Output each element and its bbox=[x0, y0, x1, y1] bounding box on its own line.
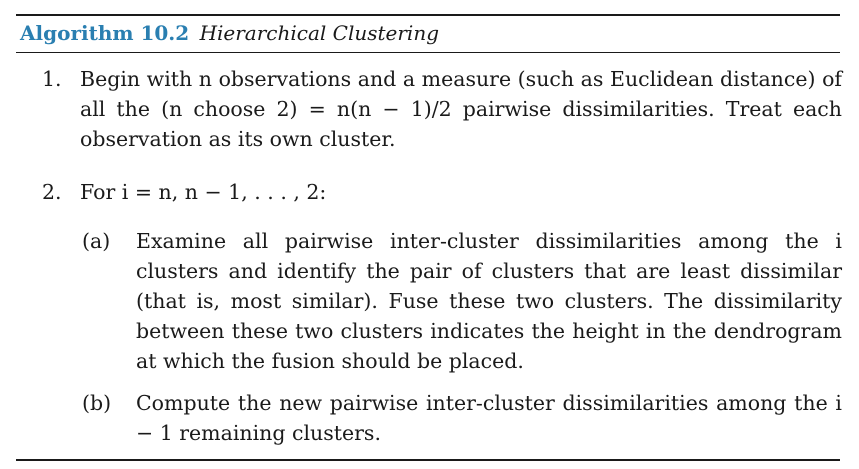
top-rule bbox=[16, 14, 840, 16]
step-2-text: For i = n, n − 1, . . . , 2: bbox=[80, 180, 327, 204]
step-2-number: 2. bbox=[42, 180, 62, 204]
title-rule bbox=[16, 52, 840, 53]
bottom-rule bbox=[16, 459, 840, 461]
step-1-text: Begin with n observations and a measure (such as Euclidean distance) of all the (n choose 2) = n(n − 1)/2 pairwise dissimilarities. Treat each observation as its own cluster. bbox=[80, 67, 842, 151]
substep-a bbox=[82, 226, 842, 376]
algorithm-label: Algorithm 10.2 bbox=[20, 21, 190, 45]
algorithm-name: Hierarchical Clustering bbox=[199, 21, 439, 45]
substep-b-number: (b) bbox=[82, 391, 112, 415]
substep-a-text: Examine all pairwise inter-cluster dissimilarities among the i clusters and identify the pair of clusters that are least dissimilar (that is, most similar). Fuse these two clusters. The dissimilarity between these two clusters indicates the height in the dendrogram at which the fusion should be placed. bbox=[136, 229, 842, 373]
substep-b bbox=[82, 388, 842, 448]
step-1 bbox=[42, 64, 842, 154]
step-1-number: 1. bbox=[42, 67, 62, 91]
substep-b-text: Compute the new pairwise inter-cluster dissimilarities among the i − 1 remaining clusters. bbox=[136, 391, 842, 445]
substep-a-number: (a) bbox=[82, 229, 111, 253]
algorithm-box bbox=[16, 14, 840, 461]
algorithm-title bbox=[20, 20, 439, 46]
step-2 bbox=[42, 177, 842, 207]
